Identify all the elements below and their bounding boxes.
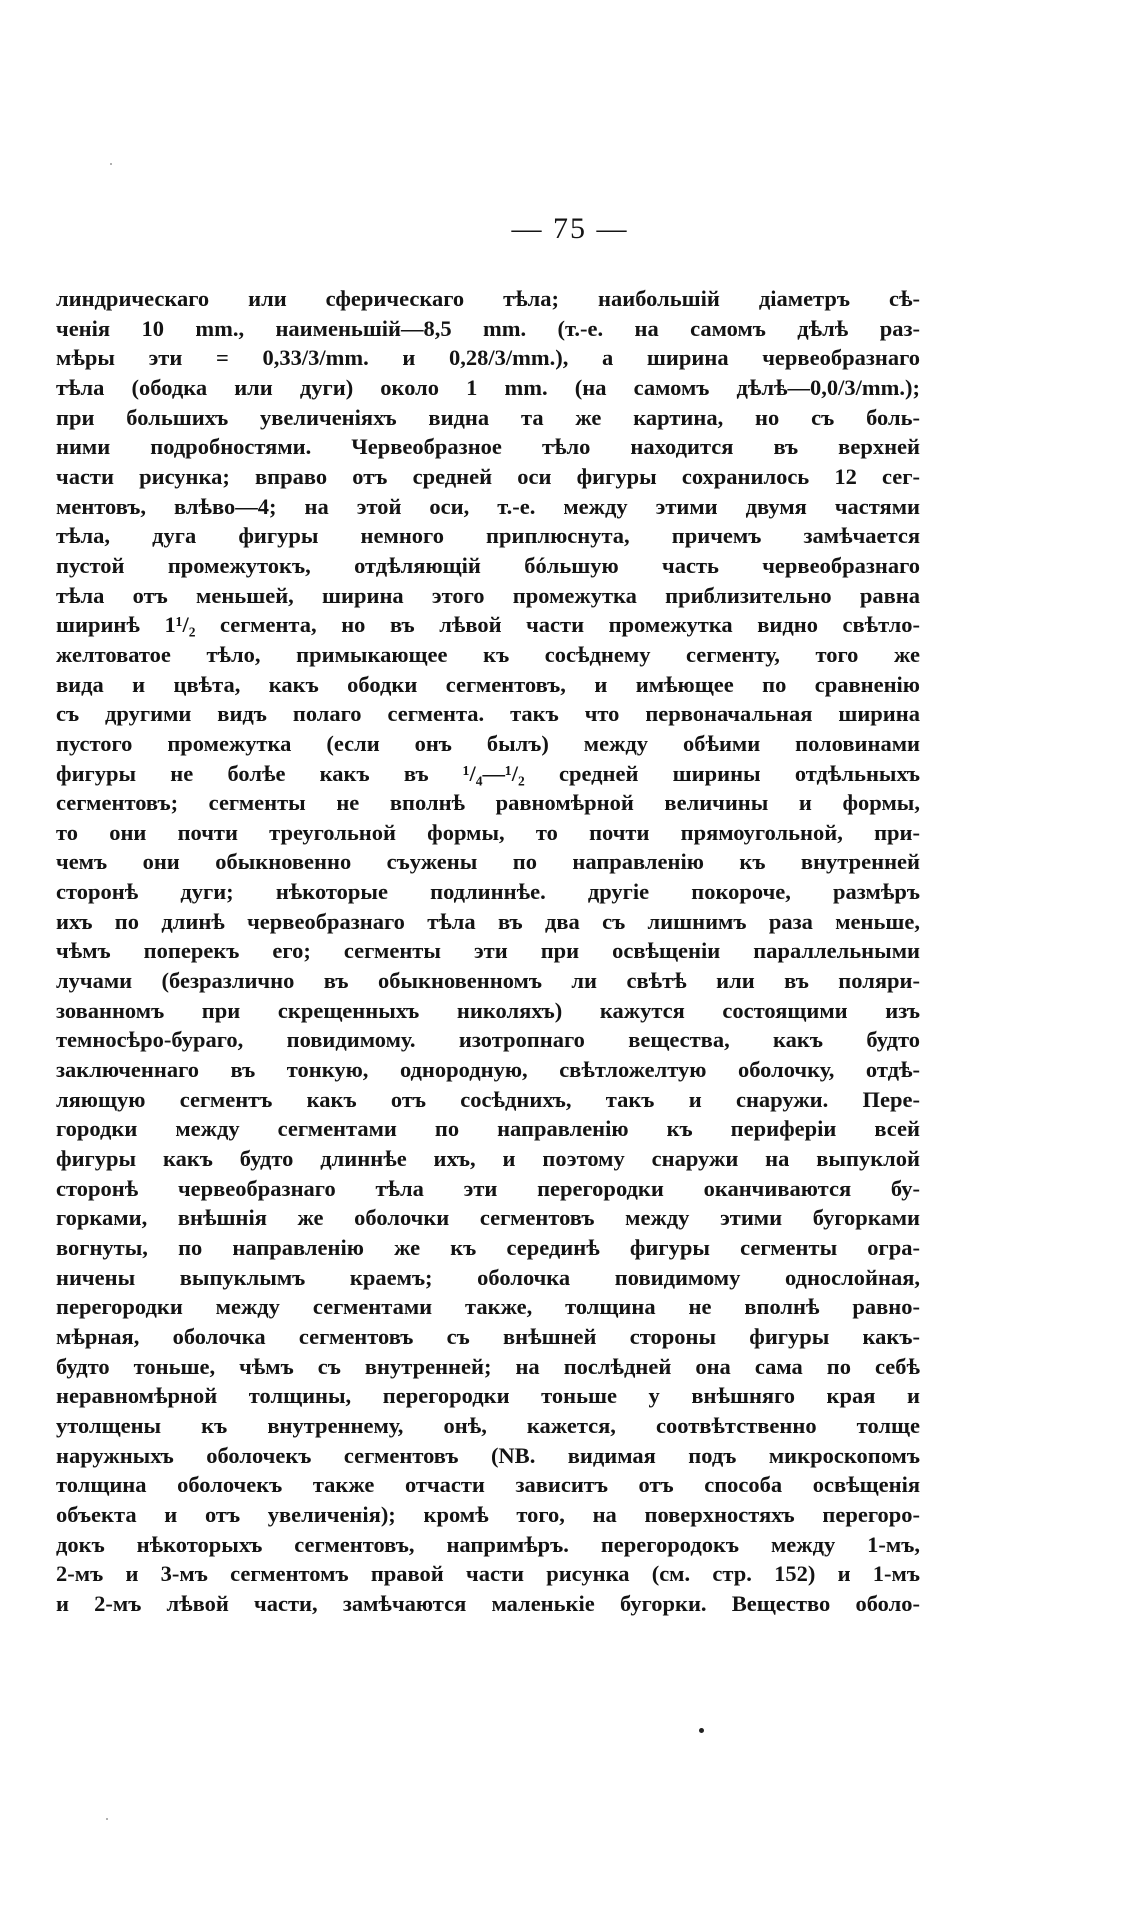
text-line: мѣрная, оболочка сегментовъ съ внѣшней стороны фигуры какъ- — [56, 1323, 920, 1349]
text-line: и 2-мъ лѣвой части, замѣчаются маленькіе бугорки. Вещество оболо- — [56, 1590, 920, 1616]
text-line: сторонѣ червеобразнаго тѣла эти перегородки оканчиваются бу- — [56, 1175, 920, 1201]
text-line: чемъ они обыкновенно съужены по направленію къ внутренней — [56, 849, 920, 875]
text-line: съ другими видъ полаго сегмента. такъ что первоначальная ширина — [56, 701, 920, 727]
text-line: тѣла, дуга фигуры немного приплюснута, причемъ замѣчается — [56, 523, 920, 549]
page-number: — 75 — — [511, 212, 629, 245]
text-line: ченія 10 mm., наименьшій—8,5 mm. (т.-е. на самомъ дѣлѣ раз- — [56, 315, 920, 341]
text-line: пустой промежутокъ, отдѣляющій бóльшую часть червеобразнаго — [56, 552, 920, 578]
text-line: пустого промежутка (если онъ былъ) между обѣими половинами — [56, 730, 920, 756]
text-line: то они почти треугольной формы, то почти прямоугольной, при- — [56, 819, 920, 845]
text-line: сторонѣ дуги; нѣкоторые подлиннѣе. другіе покороче, размѣръ — [56, 879, 920, 905]
text-line: городки между сегментами по направленію къ периферіи всей — [56, 1116, 920, 1142]
text-line: докъ нѣкоторыхъ сегментовъ, напримѣръ. перегородокъ между 1-мъ, — [56, 1531, 920, 1557]
text-line: неравномѣрной толщины, перегородки тоньше у внѣшняго края и — [56, 1383, 920, 1409]
text-line: сегментовъ; сегменты не вполнѣ равномѣрной величины и формы, — [56, 790, 920, 816]
text-line: объекта и отъ увеличенія); кромѣ того, на поверхностяхъ перегоро- — [56, 1501, 920, 1527]
text-line: заключеннаго въ тонкую, однородную, свѣтложелтую оболочку, отдѣ- — [56, 1057, 920, 1083]
text-line: ментовъ, влѣво—4; на этой оси, т.-е. между этими двумя частями — [56, 493, 920, 519]
text-line: тѣла отъ меньшей, ширина этого промежутка приблизительно равна — [56, 582, 920, 608]
text-line: зованномъ при скрещенныхъ николяхъ) кажутся состоящими изъ — [56, 997, 920, 1023]
text-line: ними подробностями. Червеобразное тѣло находится въ верхней — [56, 434, 920, 460]
text-line: при большихъ увеличеніяхъ видна та же картина, но съ боль- — [56, 404, 920, 430]
scan-speck — [106, 1818, 108, 1820]
text-line: ляющую сегментъ какъ отъ сосѣднихъ, такъ и снаружи. Пере- — [56, 1086, 920, 1112]
text-line: лучами (безразлично въ обыкновенномъ ли свѣтѣ или въ поляри- — [56, 968, 920, 994]
text-line: горками, внѣшнія же оболочки сегментовъ между этими бугорками — [56, 1205, 920, 1231]
text-line: вогнуты, по направленію же къ серединѣ фигуры сегменты огра- — [56, 1235, 920, 1260]
text-line: темносѣро-бураго, повидимому. изотропнаго вещества, какъ будто — [56, 1027, 920, 1053]
text-line: толщина оболочекъ также отчасти зависитъ отъ способа освѣщенія — [56, 1472, 920, 1498]
text-line: наружныхъ оболочекъ сегментовъ (NB. видимая подъ микроскопомъ — [56, 1442, 920, 1468]
text-line: ничены выпуклымъ краемъ; оболочка повидимому однослойная, — [56, 1264, 920, 1290]
text-line: ширинѣ 1¹/₂ сегмента, но въ лѣвой части промежутка видно свѣтло- — [56, 612, 920, 638]
text-line: перегородки между сегментами также, толщина не вполнѣ равно- — [56, 1294, 920, 1320]
text-line: тѣла (ободка или дуги) около 1 mm. (на самомъ дѣлѣ—0,0/3/mm.); — [56, 374, 920, 400]
text-line: вида и цвѣта, какъ ободки сегментовъ, и имѣющее по сравненію — [56, 671, 920, 697]
text-line: утолщены къ внутреннему, онѣ, кажется, соотвѣтственно толще — [56, 1412, 920, 1438]
text-line: чѣмъ поперекъ его; сегменты эти при освѣщеніи параллельными — [56, 938, 920, 964]
scan-speck — [699, 1728, 704, 1733]
text-line: мѣры эти = 0,33/3/mm. и 0,28/3/mm.), а ширина червеобразнаго — [56, 345, 920, 371]
text-line: части рисунка; вправо отъ средней оси фигуры сохранилось 12 сег- — [56, 463, 920, 489]
text-line: желтоватое тѣло, примыкающее къ сосѣднему сегменту, того же — [56, 641, 920, 667]
text-line: ихъ по длинѣ червеобразнаго тѣла въ два съ лишнимъ раза меньше, — [56, 908, 920, 934]
text-line: фигуры какъ будто длиннѣе ихъ, и поэтому снаружи на выпуклой — [56, 1146, 920, 1172]
text-line: линдрическаго или сферическаго тѣла; наибольшій діаметръ сѣ- — [56, 286, 920, 311]
text-line: будто тоньше, чѣмъ съ внутренней; на послѣдней она сама по себѣ — [56, 1353, 920, 1379]
text-line: фигуры не болѣе какъ въ ¹/₄—¹/₂ средней ширины отдѣльныхъ — [56, 760, 920, 786]
body-text — [56, 284, 920, 1619]
text-line: 2-мъ и 3-мъ сегментомъ правой части рисунка (см. стр. 152) и 1-мъ — [56, 1561, 920, 1587]
scan-speck — [110, 163, 112, 165]
